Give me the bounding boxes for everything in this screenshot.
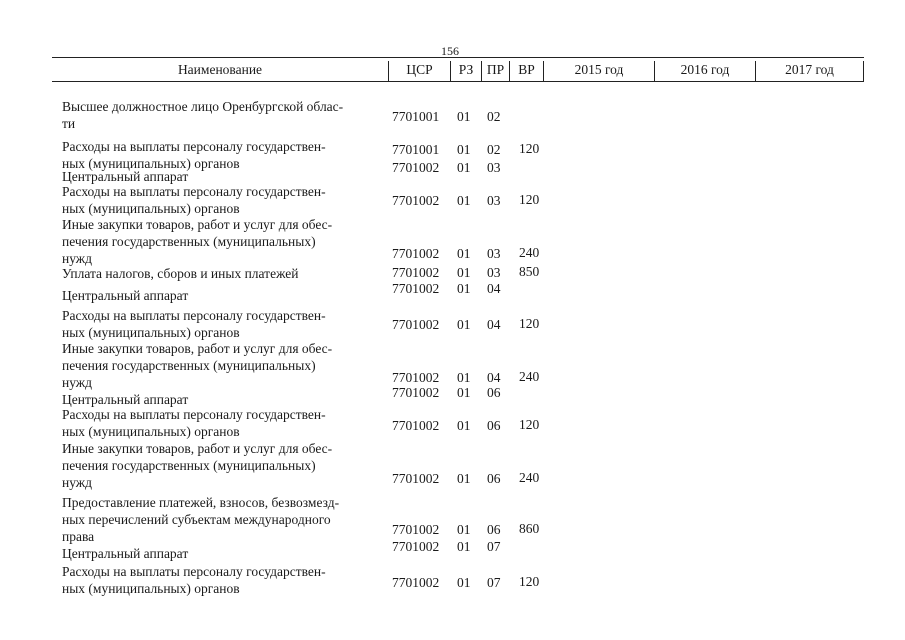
row-name: [62, 440, 382, 491]
row-csr: 7701002: [392, 522, 440, 537]
row-rz: 01: [457, 160, 471, 175]
row-rz: 01: [457, 109, 471, 124]
row-rz: 01: [457, 317, 471, 332]
row-name: [62, 340, 382, 391]
row-name: [62, 287, 382, 304]
row-pr: 03: [487, 193, 501, 208]
row-name-line: Расходы на выплаты персоналу государствен-: [62, 139, 326, 154]
row-rz: 01: [457, 539, 471, 554]
row-name-line: печения государственных (муниципальных): [62, 358, 316, 373]
row-name-line: Уплата налогов, сборов и иных платежей: [62, 266, 299, 281]
row-rz: 01: [457, 370, 471, 385]
row-pr: 07: [487, 575, 501, 590]
row-name-line: ных (муниципальных) органов: [62, 201, 240, 216]
row-rz: 01: [457, 142, 471, 157]
row-name-line: Высшее должностное лицо Оренбургской облас-: [62, 99, 344, 114]
header-vr: ВР: [509, 61, 543, 81]
row-csr: 7701002: [392, 539, 440, 554]
row-pr: 03: [487, 265, 501, 280]
row-name-line: права: [62, 529, 95, 544]
row-name-line: нужд: [62, 475, 92, 490]
row-pr: 06: [487, 418, 501, 433]
row-name-line: ных (муниципальных) органов: [62, 424, 240, 439]
row-name-line: Расходы на выплаты персоналу государствен-: [62, 564, 326, 579]
row-name: [62, 98, 382, 132]
row-vr: 120: [519, 574, 540, 589]
row-vr: 860: [519, 521, 540, 536]
row-name-line: печения государственных (муниципальных): [62, 234, 316, 249]
row-name: [62, 307, 382, 341]
row-vr: 120: [519, 141, 540, 156]
header-2017: 2017 год: [755, 61, 864, 81]
row-name: [62, 545, 382, 562]
row-name-line: Центральный аппарат: [62, 288, 189, 303]
row-name: [62, 183, 382, 217]
row-name-line: Иные закупки товаров, работ и услуг для обес-: [62, 341, 333, 356]
row-rz: 01: [457, 281, 471, 296]
row-name-line: нужд: [62, 251, 92, 266]
row-csr: 7701002: [392, 160, 440, 175]
row-csr: 7701002: [392, 193, 440, 208]
row-vr: 120: [519, 316, 540, 331]
row-name-line: ных (муниципальных) органов: [62, 325, 240, 340]
row-name-line: ных перечислений субъектам международного: [62, 512, 331, 527]
row-csr: 7701001: [392, 142, 440, 157]
table-header: [52, 57, 864, 83]
row-name-line: Центральный аппарат: [62, 392, 189, 407]
row-name-line: Центральный аппарат: [62, 546, 189, 561]
row-name-line: Иные закупки товаров, работ и услуг для обес-: [62, 441, 333, 456]
row-csr: 7701002: [392, 418, 440, 433]
row-name-line: Расходы на выплаты персоналу государствен-: [62, 184, 326, 199]
row-name-line: нужд: [62, 375, 92, 390]
row-pr: 04: [487, 317, 501, 332]
row-name-line: Расходы на выплаты персоналу государствен-: [62, 308, 326, 323]
row-pr: 02: [487, 109, 501, 124]
row-rz: 01: [457, 193, 471, 208]
row-name-line: Расходы на выплаты персоналу государствен-: [62, 407, 326, 422]
header-csr: ЦСР: [388, 61, 450, 81]
row-name-line: ти: [62, 116, 76, 131]
row-vr: 850: [519, 264, 540, 279]
header-name: Наименование: [177, 62, 263, 77]
row-vr: 240: [519, 245, 540, 260]
row-csr: 7701002: [392, 317, 440, 332]
row-rz: 01: [457, 385, 471, 400]
row-pr: 03: [487, 160, 501, 175]
row-csr: 7701001: [392, 109, 440, 124]
row-csr: 7701002: [392, 246, 440, 261]
row-pr: 03: [487, 246, 501, 261]
row-pr: 06: [487, 471, 501, 486]
row-csr: 7701002: [392, 385, 440, 400]
row-pr: 06: [487, 385, 501, 400]
row-vr: 240: [519, 369, 540, 384]
row-rz: 01: [457, 418, 471, 433]
row-name: [62, 406, 382, 440]
row-name-line: ных (муниципальных) органов: [62, 156, 240, 171]
row-name: [62, 563, 382, 597]
row-name-line: Иные закупки товаров, работ и услуг для обес-: [62, 217, 333, 232]
header-pr: ПР: [481, 61, 509, 81]
row-vr: 240: [519, 470, 540, 485]
row-csr: 7701002: [392, 370, 440, 385]
page-number: 156: [441, 44, 459, 58]
row-name: [62, 265, 382, 282]
row-name-line: ных (муниципальных) органов: [62, 581, 240, 596]
row-vr: 120: [519, 192, 540, 207]
row-name: [62, 216, 382, 267]
row-csr: 7701002: [392, 281, 440, 296]
row-rz: 01: [457, 246, 471, 261]
row-pr: 02: [487, 142, 501, 157]
row-csr: 7701002: [392, 575, 440, 590]
header-top-rule: [52, 57, 864, 58]
header-bottom-rule: [52, 81, 864, 82]
row-name: [62, 138, 382, 172]
row-pr: 04: [487, 370, 501, 385]
row-rz: 01: [457, 265, 471, 280]
row-vr: 120: [519, 417, 540, 432]
header-2016: 2016 год: [654, 61, 755, 81]
row-name-line: печения государственных (муниципальных): [62, 458, 316, 473]
row-pr: 07: [487, 539, 501, 554]
row-pr: 04: [487, 281, 501, 296]
row-csr: 7701002: [392, 265, 440, 280]
header-2015: 2015 год: [543, 61, 654, 81]
header-rz: РЗ: [450, 61, 481, 81]
row-rz: 01: [457, 575, 471, 590]
row-pr: 06: [487, 522, 501, 537]
row-name: [62, 494, 382, 545]
row-name-line: Предоставление платежей, взносов, безвозмезд-: [62, 495, 340, 510]
row-rz: 01: [457, 522, 471, 537]
row-rz: 01: [457, 471, 471, 486]
row-csr: 7701002: [392, 471, 440, 486]
row-name-line: Центральный аппарат: [62, 169, 189, 184]
